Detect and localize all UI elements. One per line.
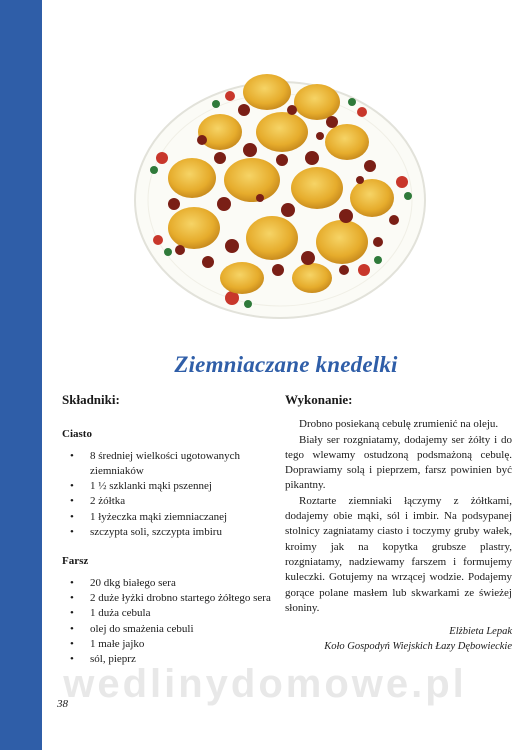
- method-paragraph: Drobno posiekaną cebulę zrumienić na oleju.: [299, 418, 499, 431]
- dish-photo: [132, 70, 428, 322]
- list-item: • 1 łyżeczka mąki ziemniaczanej: [62, 510, 276, 525]
- recipe-title: Ziemniaczane knedelki: [174, 352, 398, 377]
- filling-heading: Farsz: [62, 555, 89, 568]
- ingredients-heading: Składniki:: [62, 392, 120, 407]
- filling-list: [62, 576, 276, 668]
- page-number: 38: [57, 698, 68, 710]
- list-item: • 8 średniej wielkości ugotowanych ziemniaków: [62, 449, 276, 480]
- list-item: • 1 ½ szklanki mąki pszennej: [62, 479, 276, 494]
- dough-heading: Ciasto: [62, 428, 92, 441]
- author-name: Elżbieta Lepak: [449, 626, 512, 638]
- ingredients-column: [62, 392, 276, 667]
- method-heading: Wykonanie:: [285, 392, 353, 407]
- dough-list: [62, 449, 276, 541]
- left-blue-border: [0, 0, 42, 750]
- list-item: • 1 małe jajko: [62, 637, 276, 652]
- author-signature: [285, 624, 512, 654]
- author-organization: Koło Gospodyń Wiejskich Łazy Dębowieckie: [324, 641, 512, 653]
- method-paragraph: Biały ser rozgniatamy, dodajemy ser żółty i do tego wlewamy ostudzoną podsmażoną cebulę. Doprawiamy solą i pieprzem, farsz powinien być pikantny.: [285, 433, 512, 492]
- list-item: • 2 żółtka: [62, 494, 276, 509]
- list-item: • 2 duże łyżki drobno startego żółtego sera: [62, 591, 276, 606]
- list-item: • olej do smażenia cebuli: [62, 622, 276, 637]
- list-item: • szczypta soli, szczypta imbiru: [62, 525, 276, 540]
- list-item: • 1 duża cebula: [62, 606, 276, 621]
- method-column: [285, 392, 512, 654]
- watermark: wedlinydomowe.pl: [63, 662, 467, 706]
- list-item: • sól, pieprz: [62, 652, 276, 667]
- method-paragraph: Roztarte ziemniaki łączymy z żółtkami, dodajemy obie mąki, sól i imbir. Na podsypanej stolnicy zagniatamy ciasto i toczymy gruby wałek, kroimy jak na kopytka grubsze plastry, rozgniatamy, nadziewamy farszem i formujemy kuleczki. Gotujemy na wrzącej wodzie. Podajemy gorące polane masłem lub skwarkami ze świeżej słoniny.: [285, 494, 512, 614]
- list-item: • 20 dkg białego sera: [62, 576, 276, 591]
